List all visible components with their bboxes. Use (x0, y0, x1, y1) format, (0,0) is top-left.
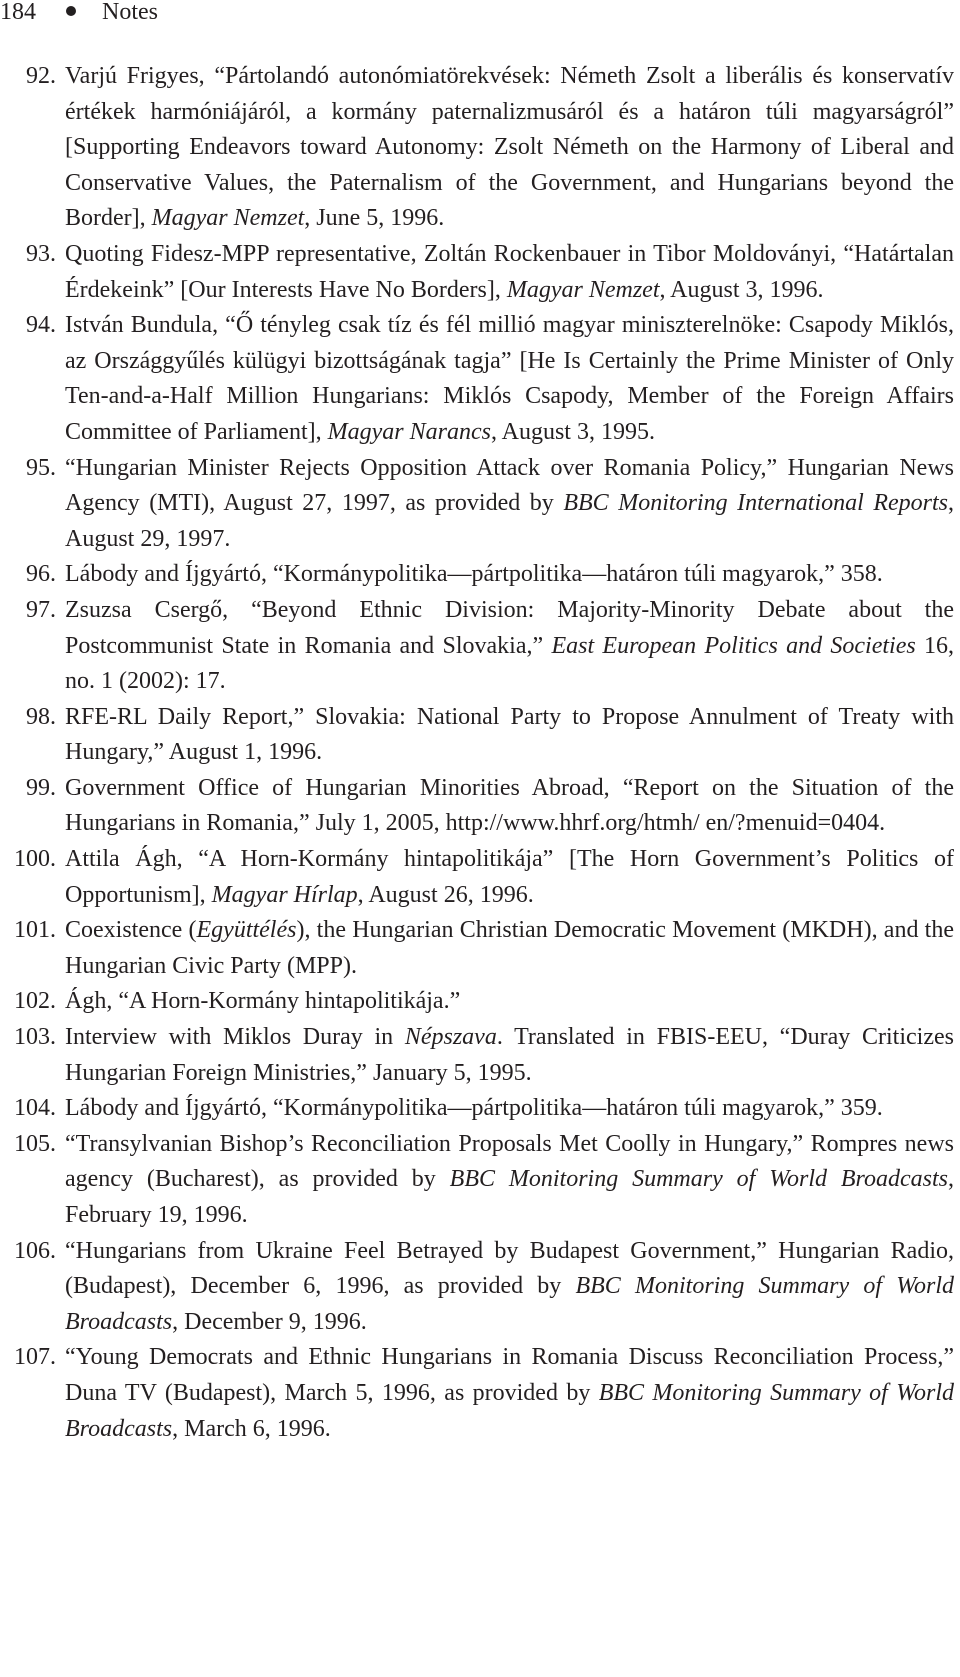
note-text-segment: , August 26, 1996. (357, 881, 534, 908)
note-item (0, 593, 954, 700)
note-italic-title: Népszava (404, 1024, 497, 1051)
note-text-segment: 16, no. 1 (2002): 17. (65, 632, 955, 695)
note-text (65, 59, 954, 237)
note-text-segment: “Hungarians from Ukraine Feel Betrayed by Budapest Government,” Hungarian Radio, (Budapest), December 6, 1996, as provided by (65, 1237, 954, 1300)
note-text-segment: Ágh, “A Horn-Kormány hintapolitikája.” (65, 988, 461, 1015)
note-item (0, 1091, 954, 1127)
note-text-segment: . Translated in FBIS-EEU, “Duray Criticizes Hungarian Foreign Ministries,” January 5, 1995. (65, 1024, 954, 1086)
note-text-segment: “Young Democrats and Ethnic Hungarians in Romania Discuss Reconciliation Process,” Duna TV (Budapest), March 5, 1996, as provided by (65, 1344, 954, 1406)
note-item (0, 913, 954, 984)
note-text-segment: Government Office of Hungarian Minorities Abroad, “Report on the Situation of the Hungarians in Romania,” July 1, 2005, http://www.hhrf.org/htmh/ en/?menuid=0404. (65, 774, 954, 837)
note-text-segment: , February 19, 1996. (65, 1166, 954, 1228)
note-italic-title: BBC Monitoring Summary of World Broadcasts (65, 1273, 954, 1335)
note-item (0, 771, 954, 842)
note-text-segment: RFE-RL Daily Report,” Slovakia: National Party to Propose Annulment of Treaty with Hungary,” August 1, 1996. (65, 703, 954, 766)
note-text-segment: Interview with Miklos Duray in (65, 1024, 405, 1051)
note-item (0, 308, 954, 450)
note-text-segment: , August 3, 1995. (490, 418, 655, 445)
note-italic-title: BBC Monitoring International Reports (563, 490, 948, 517)
note-item (0, 1234, 954, 1341)
note-item (0, 842, 954, 913)
note-italic-title: Magyar Narancs (327, 418, 491, 445)
bullet-icon (66, 6, 76, 16)
note-text (65, 1127, 954, 1234)
note-number: 103. (14, 1024, 56, 1051)
note-text (65, 1091, 954, 1127)
note-item (0, 1340, 954, 1447)
note-text-segment: , March 6, 1996. (172, 1415, 331, 1442)
note-number: 100. (14, 846, 56, 873)
section-title: Notes (102, 0, 158, 25)
note-text-segment: Zsuzsa Csergő, “Beyond Ethnic Division: Majority-Minority Debate about the Postcommunist State in Romania and Slovakia,” (65, 596, 954, 659)
note-italic-title: BBC Monitoring Summary of World Broadcasts (65, 1379, 954, 1442)
note-text-segment: Coexistence ( (65, 917, 197, 944)
note-text (65, 984, 954, 1020)
notes-list (0, 59, 954, 1447)
note-number: 96. (26, 561, 56, 588)
note-text-segment: , August 3, 1996. (659, 276, 824, 303)
note-text-segment: Varjú Frigyes, “Pártolandó autonómiatörekvések: Németh Zsolt a liberális és konservatív értékek harmóniájáról, a kormány paternalizmusáról és a határon túli magyarságról” [Supporting Endeavors toward Autonomy: Zsolt Németh on the Harmony of Liberal and Conservative Values, the Paternalism of the Government, and Hungarians beyond the Border], (65, 63, 954, 232)
note-number: 105. (14, 1130, 56, 1157)
note-text (65, 1234, 954, 1341)
note-number: 99. (26, 774, 56, 801)
note-italic-title: East European Politics and Societies (551, 632, 916, 659)
note-text-segment: , December 9, 1996. (172, 1308, 367, 1335)
note-italic-title: BBC Monitoring Summary of World Broadcasts (449, 1166, 948, 1193)
note-number: 102. (14, 988, 56, 1015)
note-number: 104. (14, 1095, 56, 1122)
note-item (0, 984, 954, 1020)
note-text-segment: Lábody and Íjgyártó, “Kormánypolitika—pártpolitika—határon túli magyarok,” 358. (65, 561, 883, 588)
note-item (0, 1127, 954, 1234)
note-text-segment: ), the Hungarian Christian Democratic Movement (MKDH), and the Hungarian Civic Party (MPP). (65, 917, 954, 979)
note-number: 94. (26, 312, 56, 339)
note-number: 97. (26, 596, 56, 623)
note-item (0, 451, 954, 558)
note-text (65, 308, 954, 450)
note-item (0, 237, 954, 308)
page-number: 184 (0, 0, 36, 25)
note-text (65, 913, 954, 984)
note-text-segment: Quoting Fidesz-MPP representative, Zoltán Rockenbauer in Tibor Moldoványi, “Határtalan Érdekeink” [Our Interests Have No Borders], (65, 240, 954, 303)
note-text-segment: Attila Ágh, “A Horn-Kormány hintapolitikája” [The Horn Government’s Politics of Opportunism], (65, 846, 954, 908)
note-text-segment: Lábody and Íjgyártó, “Kormánypolitika—pártpolitika—határon túli magyarok,” 359. (65, 1095, 883, 1122)
note-text-segment: “Hungarian Minister Rejects Opposition Attack over Romania Policy,” Hungarian News Agency (MTI), August 27, 1997, as provided by (65, 454, 954, 517)
note-text (65, 557, 954, 593)
note-italic-title: Magyar Nemzet (506, 276, 660, 303)
note-text (65, 771, 954, 842)
note-text (65, 593, 954, 700)
note-text (65, 451, 954, 558)
running-header (0, 0, 158, 30)
note-number: 101. (14, 917, 56, 944)
note-item (0, 59, 954, 237)
note-text-segment: István Bundula, “Ő tényleg csak tíz és fél millió magyar miniszterelnöke: Csapody Miklós, az Országgyűlés külügyi bizottságának tagja” [He Is Certainly the Prime Minister of Only Ten-and-a-Half Million Hungarians: Miklós Csapody, Member of the Foreign Affairs Committee of Parliament], (65, 312, 954, 445)
note-text (65, 237, 954, 308)
note-italic-title: Magyar Hírlap (211, 881, 358, 908)
note-text (65, 700, 954, 771)
note-number: 95. (26, 454, 56, 481)
note-number: 92. (26, 63, 56, 89)
note-number: 107. (14, 1344, 56, 1371)
note-italic-title: Magyar Nemzet (151, 205, 305, 232)
note-text (65, 842, 954, 913)
note-number: 106. (14, 1237, 56, 1264)
note-text-segment: “Transylvanian Bishop’s Reconciliation Proposals Met Coolly in Hungary,” Rompres news agency (Bucharest), as provided by (65, 1130, 954, 1193)
note-number: 93. (26, 240, 56, 267)
note-item (0, 557, 954, 593)
note-number: 98. (26, 703, 56, 730)
note-text-segment: , June 5, 1996. (304, 205, 445, 232)
note-italic-title: Együttélés (196, 917, 297, 944)
note-text (65, 1020, 954, 1091)
note-text (65, 1340, 954, 1447)
note-text-segment: , August 29, 1997. (65, 490, 954, 552)
note-item (0, 1020, 954, 1091)
note-item (0, 700, 954, 771)
